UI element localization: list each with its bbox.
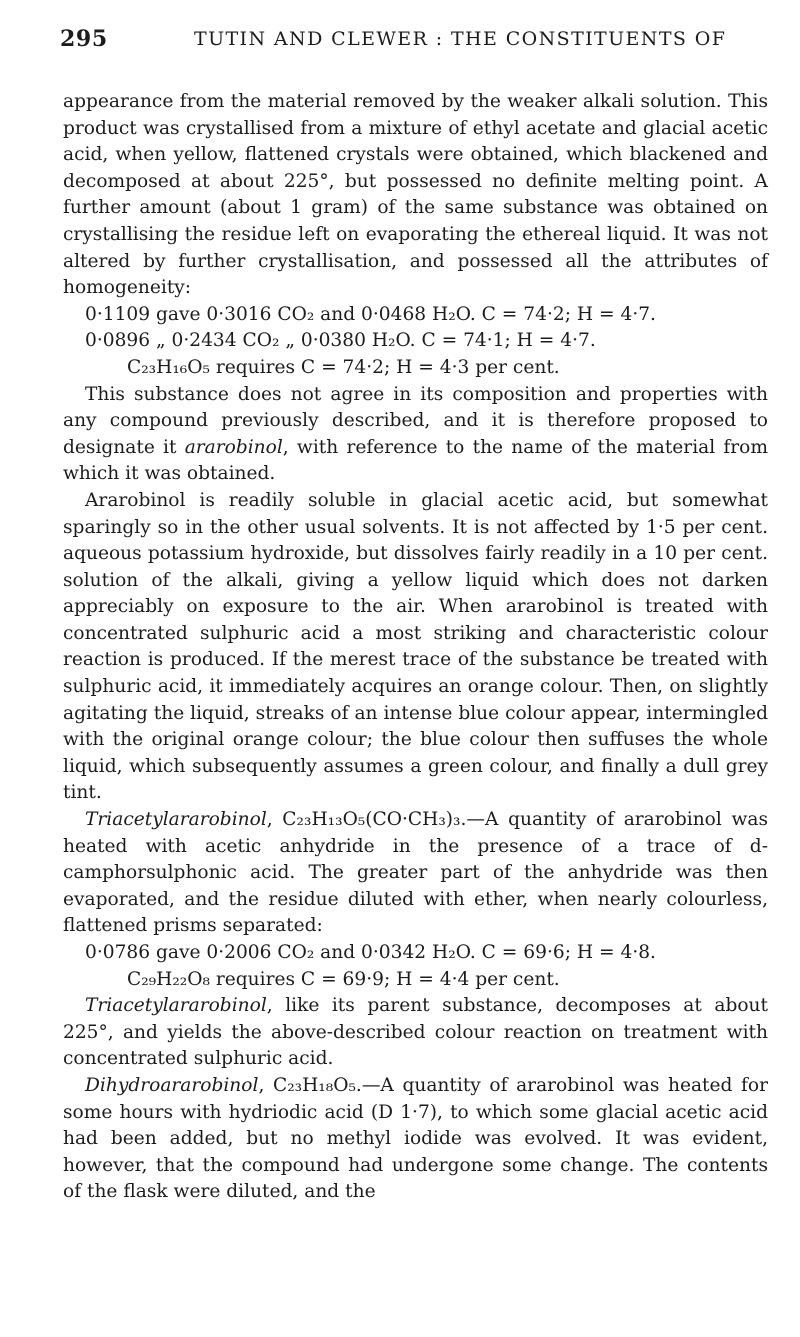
paragraph-2-end: , with reference to the name of the material from which it was obtained. (63, 436, 768, 485)
analysis-2-line-1: 0·0786 gave 0·2006 CO₂ and 0·0342 H₂O. C = 69·6; H = 4·8. (85, 942, 656, 963)
analysis-2-line-2: C₂₉H₂₂O₈ requires C = 69·9; H = 4·4 per cent. (127, 968, 560, 990)
paragraph-1: appearance from the material removed by the weaker alkali solution. This product was crystallised from a mixture of ethyl acetate and glacial acetic acid, when yellow, flattened crystals were obtained, which blackened and decomposed at about 225°, but possessed no definite melting point. A further amount (about 1 gram) of the same substance was obtained on crystallising the residue left on evaporating the ethereal liquid. It was not altered by further crystallisation, and possessed all the attributes of homogeneity: (63, 91, 768, 299)
formula-triacetyl: , C₂₃H₁₃O₅(CO·CH₃)₃. (266, 809, 467, 831)
running-title: TUTIN AND CLEWER : THE CONSTITUENTS OF (194, 28, 727, 50)
paragraph-3: Ararobinol is readily soluble in glacial acetic acid, but somewhat sparingly so in the other usual solvents. It is not affected by 1·5 per cent. aqueous potassium hydroxide, but dissolves fairly readily in a 10 per cent. solution of the alkali, giving a yellow liquid which does not darken appreciably on exposure to the air. When ararobinol is treated with concentrated sulphuric acid a most striking and characteristic colour reaction is produced. If the merest trace of the substance be treated with sulphuric acid, it immediately acquires an orange colour. Then, on slightly agitating the liquid, streaks of an intense blue colour appear, intermingled with the original orange colour; the blue colour then suffuses the whole liquid, which subsequently assumes a green colour, and finally a dull grey tint. (63, 489, 768, 804)
paragraph-5-text: , like its parent substance, decomposes at about 225°, and yields the above-described colour reaction on treatment with concentrated sulphuric acid. (63, 995, 768, 1070)
paragraph-2-text: This substance does not agree in its composition and properties with any compound previously described, and it is therefore proposed to designate it (63, 383, 768, 458)
section-title-dihydro: Dihydroararobinol (85, 1074, 259, 1096)
page-body (63, 89, 768, 1206)
section-title-triacetyl-2: Triacetylararobinol (85, 995, 267, 1017)
page-header (24, 16, 774, 52)
section-title-triacetyl: Triacetylararobinol (85, 809, 267, 831)
compound-name: ararobinol (184, 436, 283, 458)
paragraph-6 (63, 1073, 768, 1206)
paragraph-4-text: —A quantity of ararobinol was heated with acetic anhydride in the presence of a trace of d-camphorsulphonic acid. The greater part of the anhydride was then evaporated, and the residue diluted with ether, when nearly colourless, flattened prisms separated: (63, 809, 768, 937)
paragraph-2 (63, 382, 768, 488)
page-number: 295 (60, 26, 108, 52)
paragraph-4 (63, 807, 768, 940)
formula-dihydro: , C₂₃H₁₈O₅. (258, 1074, 362, 1096)
analysis-1-line-2: 0·0896 „ 0·2434 CO₂ „ 0·0380 H₂O. C = 74·1; H = 4·7. (85, 330, 596, 352)
paragraph-6-text: —A quantity of ararobinol was heated for some hours with hydriodic acid (D 1·7), to which some glacial acetic acid had been added, but no methyl iodide was evolved. It was evident, however, that the compound had undergone some change. The contents of the flask were diluted, and the (63, 1074, 768, 1203)
paragraph-5 (63, 993, 768, 1073)
analysis-1-line-3: C₂₃H₁₆O₅ requires C = 74·2; H = 4·3 per cent. (127, 356, 560, 378)
analysis-1-line-1: 0·1109 gave 0·3016 CO₂ and 0·0468 H₂O. C = 74·2; H = 4·7. (85, 303, 656, 325)
